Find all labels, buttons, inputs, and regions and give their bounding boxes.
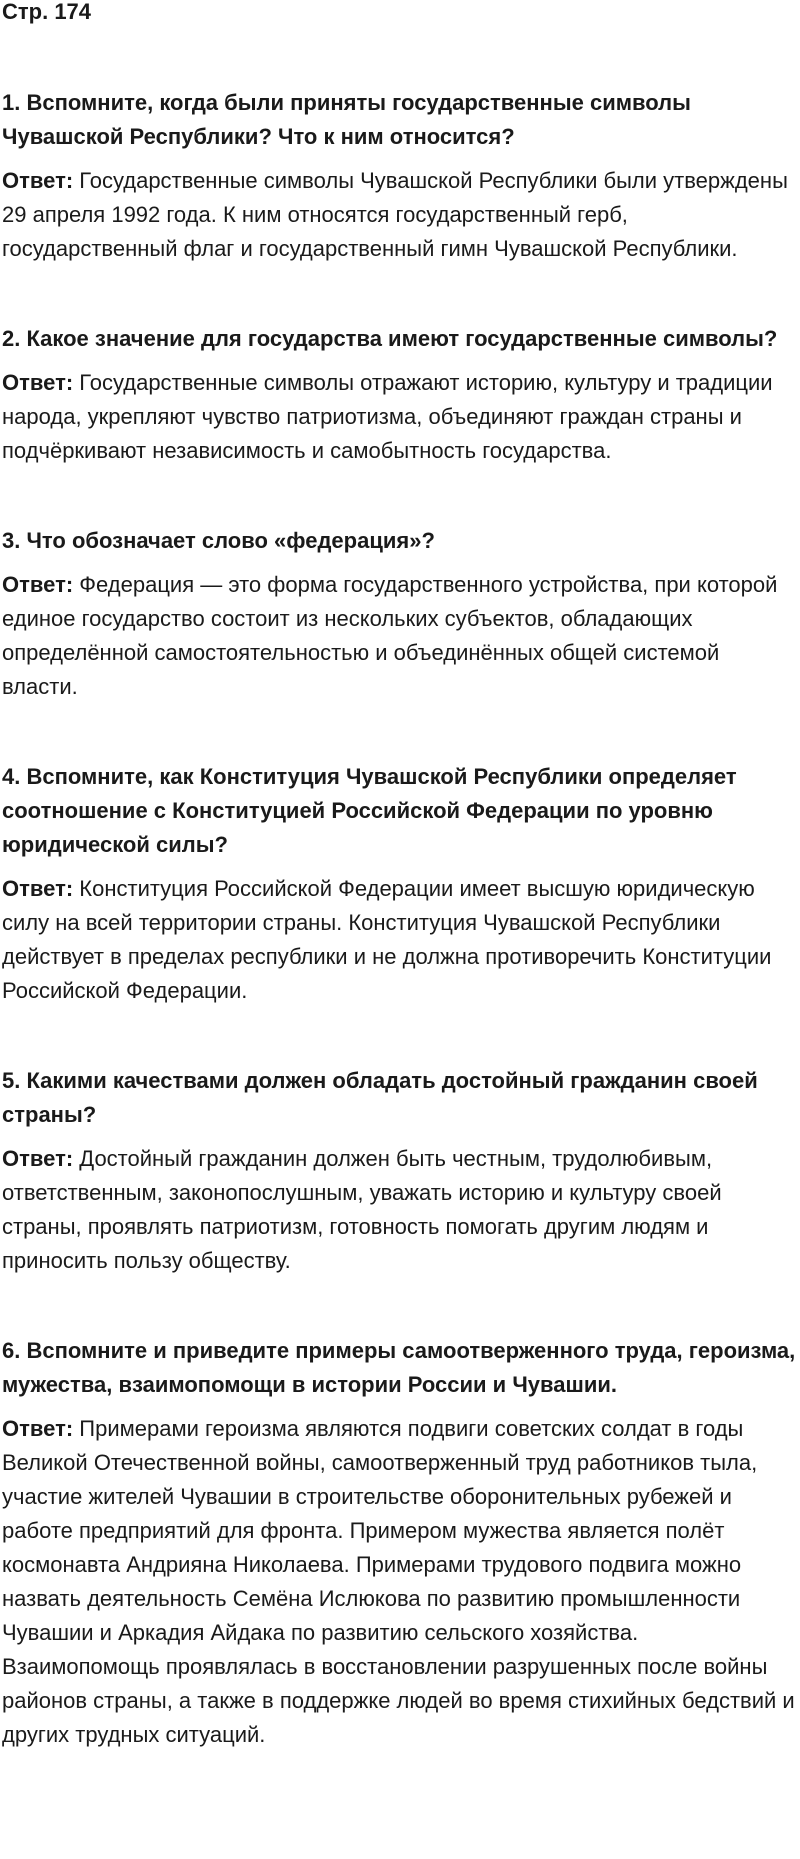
answer-label: Ответ: [2, 1416, 74, 1441]
question-4: 4. Вспомните, как Конституция Чувашской Республики определяет соотношение с Конституцией Российской Федерации по уровню юридической силы? [2, 764, 737, 857]
question-2: 2. Какое значение для государства имеют государственные символы? [2, 326, 778, 351]
answer-5 [2, 1142, 800, 1278]
qa-item-5 [2, 1064, 800, 1278]
answer-text-6: Примерами героизма являются подвиги советских солдат в годы Великой Отечественной войны, самоотверженный труд работников тыла, участие жителей Чувашии в строительстве оборонительных рубежей и работе предприятий для фронта. Примером мужества является полёт космонавта Андрияна Николаева. Примерами трудового подвига можно назвать деятельность Семёна Ислюкова по развитию промышленности Чувашии и Аркадия Айдака по развитию сельского хозяйства. Взаимопомощь проявлялась в восстановлении разрушенных после войны районов страны, а также в поддержке людей во время стихийных бедствий и других трудных ситуаций. [2, 1416, 795, 1747]
answer-2 [2, 366, 800, 468]
answer-text-3: Федерация — это форма государственного устройства, при которой единое государство состоит из нескольких субъектов, обладающих определённой самостоятельностью и объединённых общей системой власти. [2, 572, 778, 699]
answer-text-1: Государственные символы Чувашской Республики были утверждены 29 апреля 1992 года. К ним относятся государственный герб, государственный флаг и государственный гимн Чувашской Республики. [2, 168, 788, 261]
page-number: Стр. 174 [2, 0, 92, 24]
answer-label: Ответ: [2, 876, 74, 901]
answer-4 [2, 872, 800, 1008]
question-3: 3. Что обозначает слово «федерация»? [2, 528, 435, 553]
answer-label: Ответ: [2, 1146, 74, 1171]
answer-1 [2, 164, 800, 266]
question-5: 5. Какими качествами должен обладать достойный гражданин своей страны? [2, 1068, 758, 1127]
question-1: 1. Вспомните, когда были приняты государственные символы Чувашской Республики? Что к ним относится? [2, 90, 691, 149]
qa-item-3 [2, 524, 800, 704]
answer-text-4: Конституция Российской Федерации имеет высшую юридическую силу на всей территории страны. Конституция Чувашской Республики действует в пределах республики и не должна противоречить Конституции Российской Федерации. [2, 876, 772, 1003]
question-6: 6. Вспомните и приведите примеры самоотверженного труда, героизма, мужества, взаимопомощи в истории России и Чувашии. [2, 1338, 796, 1397]
qa-item-2 [2, 322, 800, 468]
answer-label: Ответ: [2, 370, 74, 395]
answer-6 [2, 1412, 800, 1752]
answer-label: Ответ: [2, 168, 74, 193]
qa-item-4 [2, 760, 800, 1008]
answer-3 [2, 568, 800, 704]
answer-text-2: Государственные символы отражают историю, культуру и традиции народа, укрепляют чувство патриотизма, объединяют граждан страны и подчёркивают независимость и самобытность государства. [2, 370, 773, 463]
qa-item-6 [2, 1334, 800, 1752]
qa-item-1 [2, 86, 800, 266]
answer-text-5: Достойный гражданин должен быть честным, трудолюбивым, ответственным, законопослушным, уважать историю и культуру своей страны, проявлять патриотизм, готовность помогать другим людям и приносить пользу обществу. [2, 1146, 722, 1273]
answer-label: Ответ: [2, 572, 74, 597]
